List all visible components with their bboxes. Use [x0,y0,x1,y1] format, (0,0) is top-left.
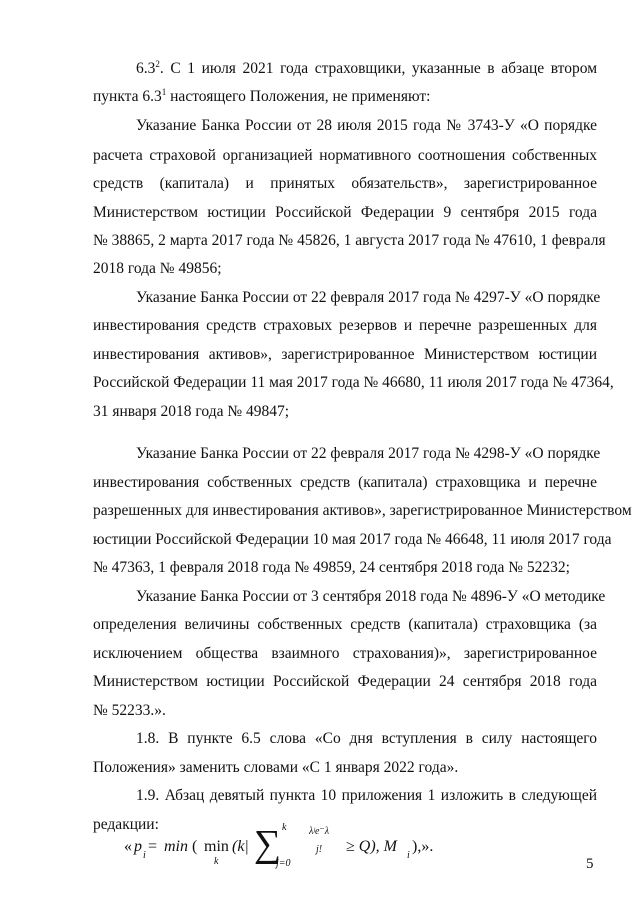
item-2-line-4: Российской Федерации 11 мая 2017 года № 46680, 11 июля 2017 года № 47364, [93,374,614,391]
item-4-line-5: № 52233.». [93,702,166,719]
section-text: . С 1 июля 2021 года страховщики, указанные в абзаце втором [159,60,597,77]
item-1-line-4: Министерством юстиции Российской Федерации 9 сентября 2015 года [93,204,597,221]
fraction-denominator: j! [316,844,323,855]
section-1-9-line-2: редакции: [93,816,159,833]
formula: « p i = min ( min k (k| ∑ k j=0 λʲe⁻λ j! ≥ Q), M i ),». [124,822,434,869]
item-1-line-5: № 38865, 2 марта 2017 года № 45826, 1 августа 2017 года № 47610, 1 февраля [93,232,606,249]
superscript: 2 [155,59,160,69]
item-3-line-1: Указание Банка России от 22 февраля 2017 года № 4298-У «О порядке [136,445,601,462]
item-2-line-1: Указание Банка России от 22 февраля 2017 года № 4297-У «О порядке [136,289,601,306]
item-1-line-3: средств (капитала) и принятых обязательств», зарегистрированное [93,175,597,192]
item-2-line-5: 31 января 2018 года № 49847; [93,403,290,420]
item-4-line-2: определения величины собственных средств (капитала) страховщика (за [93,616,597,633]
item-1-line-6: 2018 года № 49856; [93,260,222,277]
item-4-line-4: Министерством юстиции Российской Федерации 24 сентября 2018 года [93,673,597,690]
superscript: 1 [161,87,167,97]
item-1-line-2: расчета страховой организацией нормативного соотношения собственных [93,147,597,164]
item-3-line-2: инвестирования собственных средств (капитала) страховщика и перечне [93,474,597,491]
item-3-line-3: разрешенных для инвестирования активов», зарегистрированное Министерством [93,502,632,519]
paragraph-6-3-2-line-1 [136,60,597,78]
item-1-line-1: Указание Банка России от 28 июля 2015 года № 3743-У «О порядке [136,117,597,134]
section-1-8-line-2: Положения» заменить словами «С 1 января 2022 года». [93,759,459,776]
paragraph-6-3-2-line-2: пункта $6.3^1$ настоящего Положения, не применяют: [93,87,431,105]
sum-symbol: ∑ [254,823,282,865]
formula-p: p [134,838,142,855]
item-3-line-4: юстиции Российской Федерации 10 мая 2017 года № 46648, 11 июля 2017 года [93,531,612,548]
page-number: 5 [586,856,594,872]
item-4-line-1: Указание Банка России от 3 сентября 2018 года № 4896-У «О методике [136,588,606,605]
item-2-line-2: инвестирования средств страховых резервов и перечне разрешенных для [93,317,597,334]
section-1-8-line-1: 1.8. В пункте 6.5 слова «Со дня вступления в силу настоящего [136,730,597,747]
item-3-line-5: № 47363, 1 февраля 2018 года № 49859, 24 сентября 2018 года № 52232; [93,559,570,576]
section-1-9-line-1: 1.9. Абзац девятый пункта 10 приложения 1 изложить в следующей [136,787,597,804]
item-2-line-3: инвестирования активов», зарегистрированное Министерством юстиции [93,346,597,363]
item-4-line-3: исключением общества взаимного страхования)», зарегистрированное [93,645,597,662]
section-number: 6.3 [136,60,156,77]
fraction-numerator: λʲe⁻λ [309,826,330,837]
